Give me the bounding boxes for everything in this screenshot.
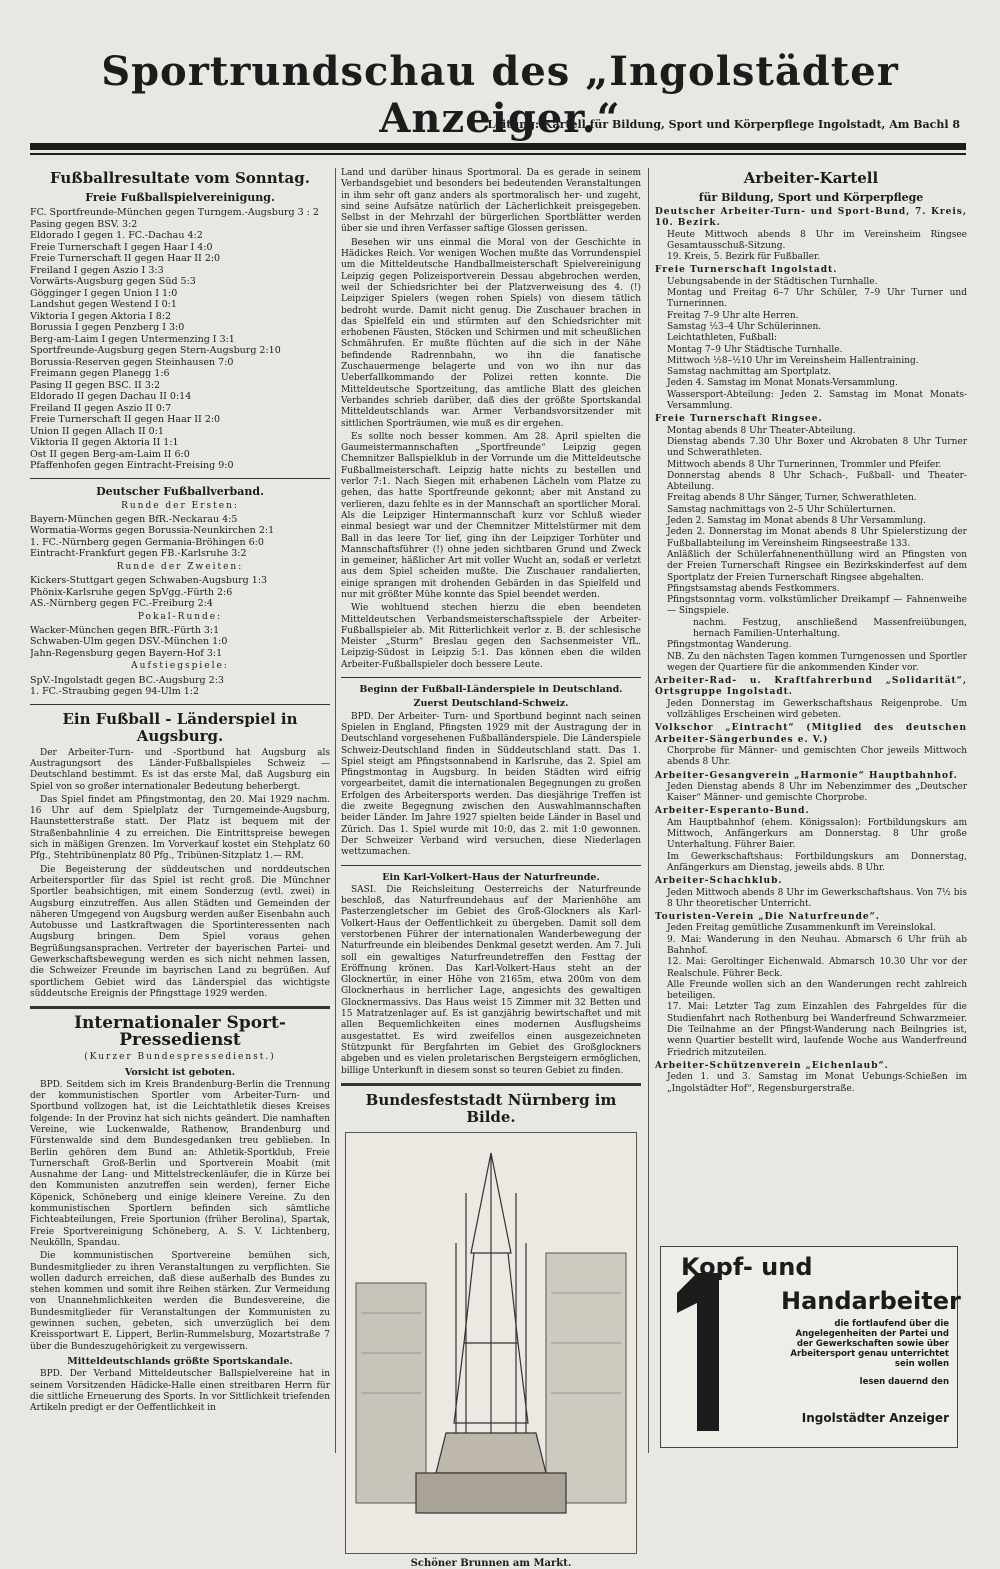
round-label: Aufstiegspiele:	[131, 661, 229, 672]
divider	[30, 704, 330, 705]
column-middle	[341, 168, 641, 1569]
notice-line: Im Gewerkschaftshaus: Fortbildungskurs am Donnerstag, Anfängerkurs am Dienstag, jeweils abds. 8 Uhr.	[667, 851, 967, 873]
result-line: Vorwärts-Augsburg gegen Süd 5:3	[30, 276, 196, 287]
result-line: Pfaffenhofen gegen Eintracht-Freising 9:0	[30, 460, 234, 471]
notice-line: Uebungsabende in der Städtischen Turnhalle.	[667, 276, 878, 287]
header-rule-thin	[30, 153, 966, 155]
divider	[341, 677, 641, 678]
result-line: Pasing II gegen BSC. II 3:2	[30, 379, 161, 391]
result-line: Eldorado I gegen 1. FC.-Dachau 4:2	[30, 230, 203, 241]
column-divider-2	[648, 168, 649, 1453]
result-line: Freie Turnerschaft II gegen Haar II 2:0	[30, 253, 221, 264]
notice-line: Wassersport-Abteilung: Jeden 2. Samstag im Monat Monats-Versammlung.	[667, 389, 967, 412]
ad-title-line2: Handarbeiter	[781, 1287, 961, 1315]
column-left	[30, 168, 330, 1416]
notice-line: nachm. Festzug, anschließend Massenfreiübungen, hernach Familien-Unterhaltung.	[693, 617, 967, 639]
notice-line: Pfingstmontag Wanderung.	[667, 640, 792, 651]
round-label: Pokal-Runde:	[137, 611, 223, 622]
results-list-aufstieg	[30, 675, 330, 698]
notice-line: Mittwoch abends 8 Uhr Turnerinnen, Trommler und Pfeifer.	[667, 459, 942, 470]
result-line: AS.-Nürnberg gegen FC.-Freiburg 2:4	[30, 598, 213, 610]
paragraph: Wie wohltuend stechen hierzu die eben beendeten Mitteldeutschen Verbandsmeisterschaftsspiele der Arbeiter-Fußballspieler ab. Mit Ritterlichkeit verlor z. B. der schlesische Meister „Sturm“ Breslau gegen den Sachsenmeister VfL. Leipzig-Südost in Leipzig 5:1. Das können eben die wilden Arbeiter-Fußballspieler doch bessere Leute.	[341, 603, 641, 670]
heading-results: Fußballresultate vom Sonntag.	[50, 169, 310, 187]
notice-line: 9. Mai: Wanderung in den Neuhau. Abmarsch 6 Uhr früh ab Bahnhof.	[667, 934, 967, 956]
club-name: Freie Turnerschaft Ingolstadt.	[655, 265, 838, 276]
notice-line: Freitag abends 8 Uhr Sänger, Turner, Schwerathleten.	[667, 493, 917, 504]
paragraph: Der Arbeiter-Turn- und -Sportbund hat Augsburg als Austragungsort des Länder-Fußballspieles Schweiz — Deutschland bestimmt. Es ist das erste Mal, daß Augsburg ein Spiel von so großer internationaler Bedeutung beherbergt.	[30, 747, 330, 792]
heading-press: Internationaler Sport-Pressedienst	[74, 1013, 286, 1051]
notice-line: Jeden 4. Samstag im Monat Monats-Versammlung.	[667, 378, 898, 389]
notice-line: Leichtathleten, Fußball:	[667, 333, 778, 344]
result-line: Freie Turnerschaft II gegen Haar II 2:0	[30, 414, 221, 425]
club-name: Deutscher Arbeiter-Turn- und Sport-Bund, 7. Kreis, 10. Bezirk.	[655, 207, 967, 229]
header-rule-thick	[30, 143, 966, 150]
result-line: 1. FC.-Nürnberg gegen Germania-Bröhingen 6:0	[30, 536, 264, 548]
paragraph: SASI. Die Reichsleitung Oesterreichs der Naturfreunde beschloß, das Naturfreundehaus auf der Marienhöhe am Pasterzengletscher im Gebiet des Groß-Glockners als Karl-Volkert-Haus der Oeffentlichkeit zu übergeben. Damit soll dem verstorbenen Führer der internationalen Wanderbewegung der Naturfreunde ein bleibendes Denkmal gesetzt werden. Am 7. Juli soll ein gewaltiges Naturfreundetreffen den Festtag der Eröffnung krönen. Das Karl-Volkert-Haus steht an der Glocknertür, in einer Höhe von 2165m, etwa 200m von dem Glocknerhaus in herrlicher Lage, angesichts des gewaltigen Glocknermassivs. Das Haus weist 15 Zimmer mit 32 Betten und 15 Matratzenlager auf. Es ist ganzjährig bewirtschaftet und mit allen Bequemlichkeiten eines modernen Ausflugsheims ausgestattet. Es wird zweifellos einen ausgezeichneten Stützpunkt für Bergfahrten im Gebiet des Großglockners abgeben und es vielen proletarischen Bergsteigern ermöglichen, billige Unterkunft in diesem sonst so teuren Gebiet zu finden.	[341, 884, 641, 1076]
heading-kartell: Arbeiter-Kartell	[743, 169, 879, 187]
paragraph: BPD. Der Arbeiter- Turn- und Sportbund beginnt nach seinen Spielen in England, Pfingsten 1929 mit der Austragung der in Deutschland vorgesehenen Fußballänderspiele. Die Länderspiele Schweiz-Deutschland finden in Süddeutschland statt. Das 1. Spiel steigt am Pfingstsonnabend in Karlsruhe, das 2. Spiel am Pfingstmontag in Augsburg. In beiden Städten wird eifrig vorgearbeitet, damit die internationalen Begegnungen zu großen Erfolgen des Arbeitersports werden. Das diesjährige Treffen ist die zweite Begegnung zwischen den Auswahlmannschaften beider Länder. Im Jahre 1927 spielten beide Länder in Basel und Zürich. Das 1. Spiel wurde mit 10:0, das 2. mit 1:0 gewonnen. Der Schweizer Verband wird versuchen, diese Niederlagen wettzumachen.	[341, 711, 641, 858]
notice-line: Jeden 2. Samstag im Monat abends 8 Uhr Versammlung.	[667, 516, 927, 527]
notice-line: Chorprobe für Männer- und gemischten Chor jeweils Mittwoch abends 8 Uhr.	[667, 745, 967, 768]
kartell-notices	[655, 207, 967, 1095]
result-line: Borussia-Reserven gegen Steinhausen 7:0	[30, 356, 234, 368]
result-line: Bayern-München gegen BfR.-Neckarau 4:5	[30, 513, 238, 525]
result-line: Kickers-Stuttgart gegen Schwaben-Augsburg 1:3	[30, 575, 268, 587]
notice-line: Pfingstsamstag abends Festkommers.	[667, 583, 840, 594]
divider	[341, 865, 641, 866]
notice-line: Jeden Freitag gemütliche Zusammenkunft im Vereinslokal.	[667, 923, 936, 934]
photo-fountain	[345, 1132, 637, 1554]
paragraph: Die Begeisterung der süddeutschen und norddeutschen Arbeitersportler für das Spiel ist recht groß. Die Münchner Sportler beabsichtigen, mit einem Sonderzug (evtl. zwei) in Augsburg einzutreffen. Aus allen Städten und Gemeinden der näheren Umgegend von Augsburg werden außer Eisenbahn auch Autobusse und Lastkraftwagen die Sportinteressenten nach Augsburg bringen. Dem Spiel voraus gehen Begrüßungsansprachen. Vertreter der bayerischen Partei- und Gewerkschaftsbewegung werden es sich nicht nehmen lassen, die Schweizer Freunde im bayrischen Land zu begrüßen. Auf sportlichem Gebiet wird das Länderspiel das wichtigste süddeutsche Ereignis der Pfingsttage 1929 werden.	[30, 864, 330, 999]
result-line: Schwaben-Ulm gegen DSV.-München 1:0	[30, 636, 228, 648]
result-line: Freie Turnerschaft I gegen Haar I 4:0	[30, 241, 213, 253]
result-line: Landshut gegen Westend I 0:1	[30, 299, 177, 310]
heading-mitteldeutschland: Mitteldeutschlands größte Sportskandale.	[67, 1355, 293, 1367]
notice-line: Mittwoch ½8–½10 Uhr im Vereinsheim Hallentraining.	[667, 355, 919, 366]
heading-kartell-sub: für Bildung, Sport und Körperpflege	[698, 191, 924, 204]
round-label: Runde der Ersten:	[121, 500, 239, 511]
notice-line: Samstag ½3–4 Uhr Schülerinnen.	[667, 321, 822, 332]
result-line: Viktoria I gegen Aktoria I 8:2	[30, 310, 172, 322]
divider	[30, 478, 330, 479]
club-name: Touristen-Verein „Die Naturfreunde“.	[655, 912, 880, 923]
notice-line: 17. Mai: Letzter Tag zum Einzahlen des Fahrgeldes für die Studienfahrt nach Rothenburg bei Wanderfreund Schwarzmeier. Die Teilnahme an der Pfingst-Wanderung nach Beilngries ist, wenn Quartier bestellt wird, laufende Woche aus Wanderfreund Friedrich mitzuteilen.	[667, 1002, 967, 1058]
result-line: Jahn-Regensburg gegen Bayern-Hof 3:1	[30, 647, 223, 659]
result-line: Eldorado II gegen Dachau II 0:14	[30, 391, 192, 402]
result-line: Borussia I gegen Penzberg I 3:0	[30, 322, 185, 333]
notice-line: Montag abends 8 Uhr Theater-Abteilung.	[667, 425, 856, 436]
results-list-round2	[30, 575, 330, 610]
ad-body-text: die fortlaufend über die Angelegenheiten der Partei und der Gewerkschaften sowie über Arbeitersport genau unterrichtet sein wollen	[790, 1319, 949, 1369]
club-name: Freie Turnerschaft Ringsee.	[655, 414, 823, 425]
heading-vorsicht: Vorsicht ist geboten.	[124, 1066, 236, 1078]
result-line: Berg-am-Laim I gegen Untermenzing I 3:1	[30, 333, 235, 345]
notice-line: Jeden Mittwoch abends 8 Uhr im Gewerkschaftshaus. Von 7½ bis 8 Uhr theoretischer Unterricht.	[667, 887, 967, 909]
notice-line: Montag und Freitag 6–7 Uhr Schüler, 7–9 Uhr Turner und Turnerinnen.	[667, 288, 967, 310]
divider	[341, 1083, 641, 1086]
notice-line: Anläßlich der Schülerfahnenenthüllung wird an Pfingsten von der Freien Turnerschaft Ringsee ein Bezirkskinderfest auf dem Sportplatz der Freien Turnerschaft Ringsee abgehalten.	[667, 549, 967, 583]
result-line: FC. Sportfreunde-München gegen Turngem.-Augsburg 3 : 2	[30, 207, 319, 218]
notice-line: Montag 7–9 Uhr Städtische Turnhalle.	[667, 344, 843, 355]
club-name: Arbeiter-Gesangverein „Harmonie“ Hauptbahnhof.	[655, 770, 958, 781]
result-line: Wormatia-Worms gegen Borussia-Neunkirchen 2:1	[30, 525, 275, 537]
result-line: Eintracht-Frankfurt gegen FB.-Karlsruhe 3:2	[30, 548, 247, 560]
notice-line: Freitag 7–9 Uhr alte Herren.	[667, 310, 799, 321]
heading-beginn: Beginn der Fußball-Länderspiele in Deutschland.	[359, 684, 623, 696]
paragraph: Das Spiel findet am Pfingstmontag, den 20. Mai 1929 nachm. 16 Uhr auf dem Spielplatz der Turngemeinde-Augsburg, Haunstetterstraße statt. Der Platz ist bequem mit der Straßenbahnlinie 4 zu erreichen. Die Eintrittspreise bewegen sich in mäßigen Grenzen. Im Vorverkauf kostet ein Stehplatz 60 Pfg., Stehtribünenplatz 80 Pfg., Tribünen-Sitzplatz 1.— RM.	[30, 794, 330, 862]
column-right	[655, 168, 967, 1095]
ad-body-mid: lesen dauernd den	[859, 1377, 949, 1387]
result-line: Ost II gegen Berg-am-Laim II 6:0	[30, 448, 190, 460]
result-line: Sportfreunde-Augsburg gegen Stern-Augsburg 2:10	[30, 345, 281, 356]
notice-line: Heute Mittwoch abends 8 Uhr im Vereinsheim Ringsee Gesamtausschuß-Sitzung.	[667, 229, 967, 251]
press-subtitle: (Kurzer Bundespressedienst.)	[84, 1052, 276, 1063]
notice-line: NB. Zu den nächsten Tagen kommen Turngenossen und Sportler wegen der Quartiere für die ankommenden Kinder vor.	[667, 651, 967, 673]
result-line: Pasing gegen BSV. 3:2	[30, 218, 138, 230]
paragraph: Die kommunistischen Sportvereine bemühen sich, Bundesmitglieder zu ihren Veranstaltungen zu verpflichten. Sie wollen dadurch erreichen, daß diese außerhalb des Bundes zu stehen kommen und somit ihre Reihen stärken. Zur Vermeidung von Unannehmlichkeiten werden die Bundesvereine, die Bundesmitglieder für Veranstaltungen der Kommunisten zu gewinnen suchen, gebeten, sich unverzüglich bei dem Kreissportwart E. Lippert, Berlin-Rummelsburg, Mozartstraße 7 über die Bundeszugehörigkeit zu vergewissern.	[30, 1251, 330, 1352]
results-list-round1	[30, 514, 330, 560]
paragraph: BPD. Der Verband Mitteldeutscher Ballspielvereine hat in seinem Vorsitzenden Hädicke-Halle einen streitbaren Herrn für die sittliche Erneuerung des Sports. In vor Sittlichkeit triefenden Artikeln predigt er der Oeffentlichkeit in	[30, 1369, 330, 1414]
result-line: 1. FC.-Straubing gegen 94-Ulm 1:2	[30, 686, 200, 698]
column-divider-1	[335, 168, 336, 1453]
club-name: Volkschor „Eintracht“ (Mitglied des deutschen Arbeiter-Sängerbundes e. V.)	[655, 723, 967, 745]
round-label: Runde der Zweiten:	[116, 561, 244, 572]
masthead-subline: Leitung: Kartell für Bildung, Sport und Körperpflege Ingolstadt, Am Bachl 8	[487, 118, 960, 131]
notice-line: Samstag nachmittags von 2–5 Uhr Schülerturnen.	[667, 504, 896, 515]
heading-karl-volkert: Ein Karl-Volkert-Haus der Naturfreunde.	[382, 871, 600, 883]
result-line: Freiland I gegen Aszio I 3:3	[30, 264, 164, 276]
paragraph: Land und darüber hinaus Sportmoral. Da es gerade in seinem Verbandsgebiet und besonders bei bedeutenden Veranstaltungen in ihm sehr oft ganz anders als sportmoralisch her- und zugeht, sind seine Aufsätze natürlich der Lächerlichkeit preisgegeben. Selbst in der Mehrzahl der bürgerlichen Sportblätter werden über sie und ihren Verfasser saftige Glossen gerissen.	[341, 168, 641, 235]
results-list-pokal	[30, 625, 330, 660]
club-name: Arbeiter-Rad- u. Kraftfahrerbund „Solidarität“, Ortsgruppe Ingolstadt.	[655, 676, 967, 698]
heading-dfb: Deutscher Fußballverband.	[96, 484, 264, 498]
fountain-illustration	[346, 1133, 636, 1553]
masthead-title: Sportrundschau des „Ingolstädter Anzeiger.“	[101, 48, 899, 142]
ad-numeral-one	[669, 1273, 729, 1431]
notice-line: Alle Freunde wollen sich an den Wanderungen recht zahlreich beteiligen.	[667, 979, 967, 1002]
ad-body	[785, 1319, 949, 1387]
notice-line: 19. Kreis, 5. Bezirk für Fußballer.	[667, 252, 821, 263]
result-line: Union II gegen Allach II 0:1	[30, 425, 164, 437]
heading-laenderspiel: Ein Fußball - Länderspiel in Augsburg.	[62, 709, 298, 745]
notice-line: Dienstag abends 7.30 Uhr Boxer und Akrobaten 8 Uhr Turner und Schwerathleten.	[667, 436, 967, 459]
heading-bundesfeststadt: Bundesfeststadt Nürnberg im Bilde.	[365, 1090, 617, 1126]
notice-line: 12. Mai: Geroltinger Eichenwald. Abmarsch 10.30 Uhr vor der Realschule. Führer Beck.	[667, 957, 967, 979]
notice-line: Jeden Donnerstag im Gewerkschaftshaus Reigenprobe. Um vollzähliges Erscheinen wird gebeten.	[667, 698, 967, 721]
result-line: Viktoria II gegen Aktoria II 1:1	[30, 437, 179, 448]
notice-line: Jeden 2. Donnerstag im Monat abends 8 Uhr Spielerstizung der Fußballabteilung im Vereinsheim Ringseestraße 133.	[667, 527, 967, 549]
club-name: Arbeiter-Schachklub.	[655, 876, 783, 887]
photo-caption: Schöner Brunnen am Markt.	[410, 1557, 572, 1569]
club-name: Arbeiter-Schützenverein „Eichenlaub“.	[655, 1060, 889, 1071]
result-line: SpV.-Ingolstadt gegen BC.-Augsburg 2:3	[30, 674, 224, 686]
notice-line: Samstag nachmittag am Sportplatz.	[667, 367, 832, 378]
divider	[30, 1006, 330, 1009]
results-list	[30, 207, 330, 472]
ad-footer: Ingolstädter Anzeiger	[801, 1411, 949, 1425]
club-name: Arbeiter-Esperanto-Bund.	[655, 806, 810, 817]
heading-free-football: Freie Fußballspielvereinigung.	[85, 191, 275, 204]
notice-line: Jeden Dienstag abends 8 Uhr im Nebenzimmer des „Deutscher Kaiser“ Männer- und gemischte Chorprobe.	[667, 781, 967, 804]
notice-line: Jeden 1. und 3. Samstag im Monat Uebungs-Schießen im „Ingolstädter Hof“, Regensburgerstraße.	[667, 1072, 967, 1094]
result-line: Freiland II gegen Aszio II 0:7	[30, 402, 172, 414]
notice-line: Am Hauptbahnhof (ehem. Königssalon): Fortbildungskurs am Mittwoch, Anfängerkurs am Donnerstag. 8 Uhr große Unterhaltung. Führer Baier.	[667, 817, 967, 851]
paragraph: Es sollte noch besser kommen. Am 28. April spielten die Gaumeistermannschaften „Sportfreunde“ Leipzig gegen Chemnitzer Ballspielklub in der Vorrunde um die Mitteldeutsche Fußballmeisterschaft. Leipzig hatte nichts zu bestellen und verlor 7:1. Nach Siegen mit erhabenen Lächeln vom Platze zu gehen, das hatte Sportfreunde gekonnt; aber mit Anstand zu verlieren, dazu fehlte es in der Mannschaft an sportlicher Moral. Als die Leipziger Hintermannschaft kurz vor Schluß wieder einmal besiegt war und der Chemnitzer Mittelstürmer mit dem Ball in das leere Tor lief, ging ihn der Leipziger Torhüter und Mannschaftsführer (!) ohne jeden sichtbaren Grund und Zweck in gemeiner, häßlicher Art mit voller Wucht an, sodaß er verletzt aus dem Spiel scheiden mußte. Die Zuschauer randalierten, einige sprangen mit drohenden Gebärden in das Spielfeld und nur mit größter Mühe konnte das Spiel beendet werden.	[341, 431, 641, 600]
paragraph: Besehen wir uns einmal die Moral von der Geschichte in Hädickes Reich. Vor wenigen Wochen mußte das Vorrundenspiel um die Mitteldeutsche Handballmeisterschaft Spielvereinigung Leipzig gegen Polizeisportverein Dessau abgebrochen werden, weil der Schiedsrichter bei der Platzverweisung des 4. (!) Leipziger Spielers (wegen rohen Spiels) von diesem tätlich bedroht wurde. Damit nicht genug. Die Zuschauer brachen in das Spielfeld ein und stürmten auf den Schiedsrichter mit erhobenen Fäusten, Stöcken und Schirmen und mit scheußlichen Schmährufen. Er mußte flüchten auf die sich in der Nähe befindende Radrennbahn, wo ihn die fanatische Zuschauermenge belagerte und von wo ihn nur das Ueberfallkommando der Polizei retten konnte. Die Mitteldeutsche Sportzeitung, das amtliche Blatt des gleichen Verbandes schrieb darüber, daß dies der größte Sportskandal Mitteldeutschlands war. Armer Verbandsvorsitzender mit sittlichen Sporträumen, wie muß es dir ergehen.	[341, 237, 641, 429]
result-line: Wacker-München gegen BfR.-Fürth 3:1	[30, 624, 220, 636]
ad-title-line1: Kopf- und	[681, 1253, 813, 1281]
paragraph: BPD. Seitdem sich im Kreis Brandenburg-Berlin die Trennung der kommunistischen Sportler vom Arbeiter-Turn- und Sportbund vollzogen hat, ist die Leichtathletik dieses Kreises folgende: In der Provinz hat sich nichts geändert. Die namhaften Vereine, wie Luckenwalde, Rathenow, Brandenburg und Fürstenwalde sind dem Bundesgedanken treu geblieben. In Berlin gehören dem Bund an: Athletik-Sportklub, Freie Turnerschaft Groß-Berlin und Sportverein Moabit (mit Ausnahme der Lang- und Mittelstreckenläufer, die in Kürze bei den Kommunisten anzutreffen sein werden), ferner Eiche Köpenick, Schöneberg und einige kleinere Vereine. Zu den kommunistischen Sportlern befinden sich sämtliche Fichteabteilungen, Freie Sportunion (früher Berolina), Spartak, Freie Sportvereinigung Schöneberg, A. S. V. Lichtenberg, Neukölln, Spandau.	[30, 1079, 330, 1248]
result-line: Freimann gegen Planegg 1:6	[30, 368, 170, 379]
result-line: Phönix-Karlsruhe gegen SpVgg.-Fürth 2:6	[30, 586, 233, 598]
notice-line: Pfingstsonntag vorm. volkstümlicher Dreikampf — Fahnenweihe — Singspiele.	[667, 595, 967, 617]
advertisement	[660, 1246, 961, 1448]
result-line: Gögginger I gegen Union I 1:0	[30, 287, 178, 299]
heading-beginn-sub: Zuerst Deutschland-Schweiz.	[413, 698, 569, 710]
notice-line: Donnerstag abends 8 Uhr Schach-, Fußball- und Theater-Abteilung.	[667, 470, 967, 493]
